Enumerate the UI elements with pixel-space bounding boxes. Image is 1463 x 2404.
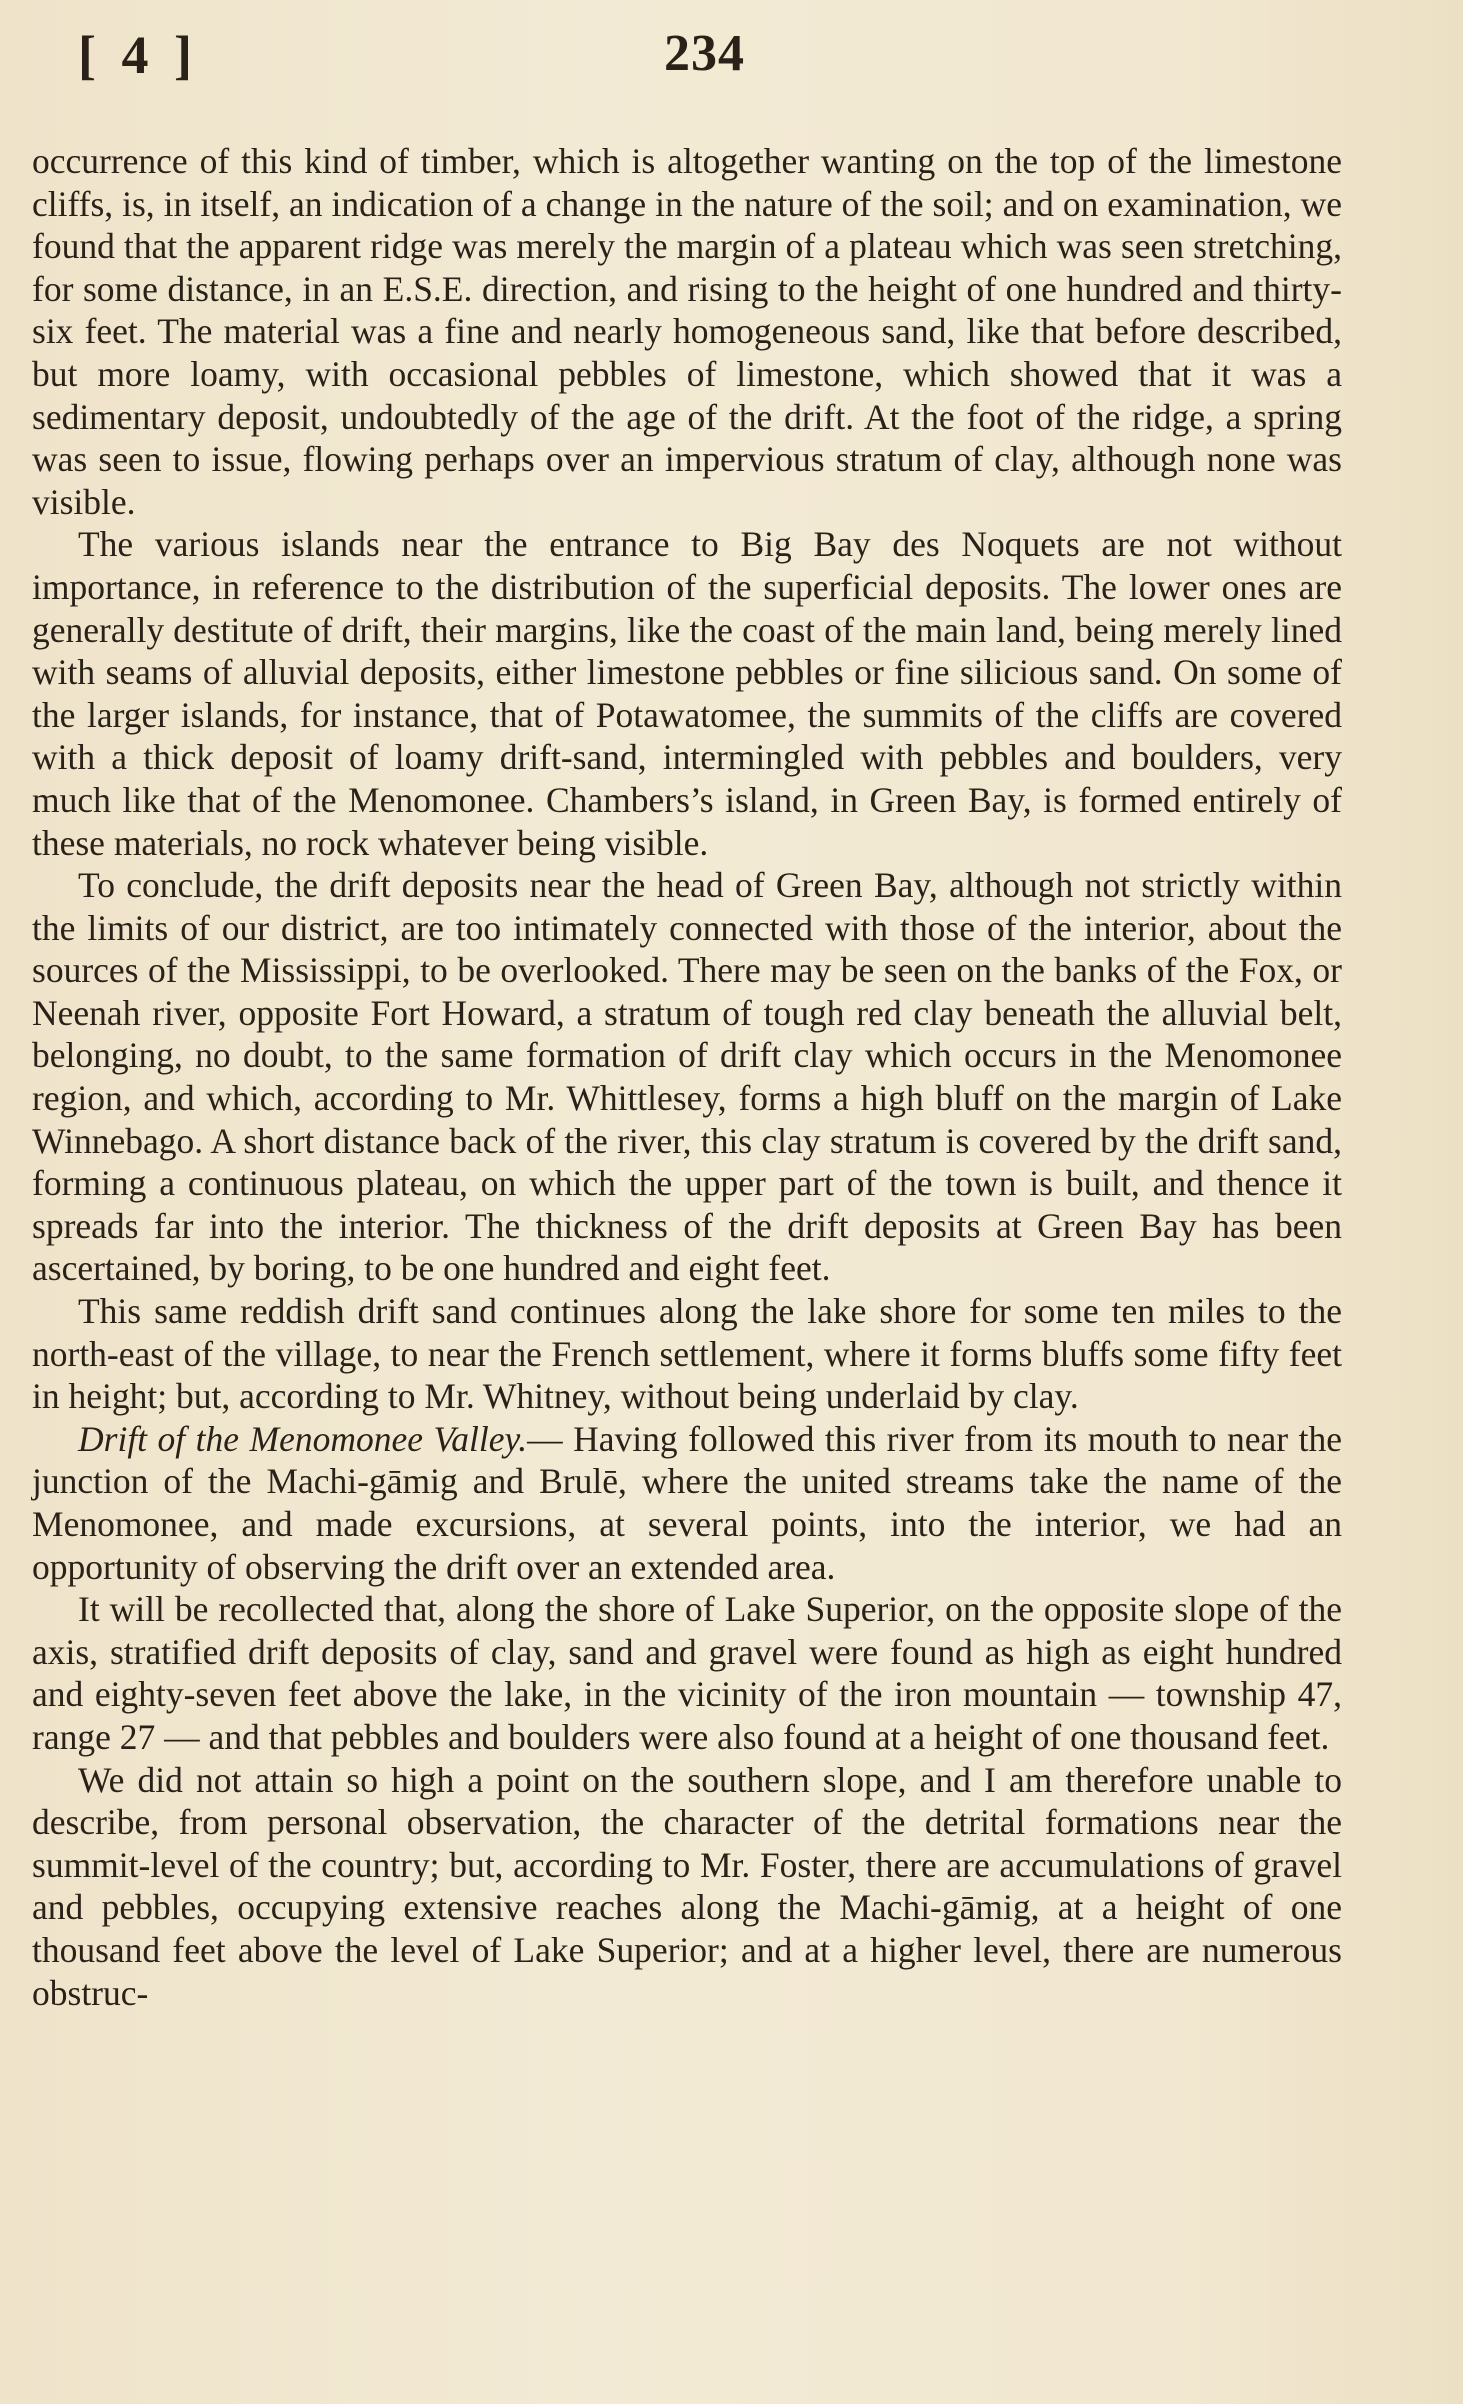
signature-mark: [ 4 ] [78, 25, 198, 85]
paragraph-6: It will be recollected that, along the shore of Lake Superior, on the opposite slope of the axis, stratified drift deposits of clay, sand and gravel were found as high as eight hundred and eighty-seven feet above the lake, in the vicinity of the iron mountain — township 47, range 27 — and that pebbles and boulders were also found at a height of one thousand feet. [32, 1589, 1342, 1757]
paragraph-3: To conclude, the drift deposits near the head of Green Bay, although not strictly within the limits of our district, are too intimately connected with those of the interior, about the sources of the Mississippi, to be overlooked. There may be seen on the banks of the Fox, or Neenah river, opposite Fort Howard, a stratum of tough red clay beneath the alluvial belt, belonging, no doubt, to the same formation of drift clay which occurs in the Menomonee region, and which, according to Mr. Whittlesey, forms a high bluff on the margin of Lake Winnebago. A short distance back of the river, this clay stratum is covered by the drift sand, forming a continuous plateau, on which the upper part of the town is built, and thence it spreads far into the interior. The thickness of the drift deposits at Green Bay has been ascertained, by boring, to be one hundred and eight feet. [32, 865, 1342, 1289]
paragraph-4: This same reddish drift sand continues along the lake shore for some ten miles to the north-east of the village, to near the French settlement, where it forms bluffs some fifty feet in height; but, according to Mr. Whitney, without being underlaid by clay. [32, 1291, 1342, 1417]
section-heading: Drift of the Menomonee Valley. [78, 1418, 528, 1459]
paragraph-5 [32, 1418, 1342, 1588]
paragraph-5-text: — Having followed this river from its mouth to near the junction of the Machi-gāmig and Brulē, where the united streams take the name of the Menomonee, and made excursions, at several points, into the interior, we had an opportunity of observing the drift over an extended area. [32, 1418, 1342, 1587]
body-text [32, 140, 1342, 2014]
page-header [0, 18, 1463, 88]
paragraph-1: occurrence of this kind of timber, which is altogether wanting on the top of the limestone cliffs, is, in itself, an indication of a change in the nature of the soil; and on examination, we found that the apparent ridge was merely the margin of a plateau which was seen stretching, for some distance, in an E.S.E. direction, and rising to the height of one hundred and thirty-six feet. The material was a fine and nearly homogeneous sand, like that before described, but more loamy, with occasional pebbles of limestone, which showed that it was a sedimentary deposit, undoubtedly of the age of the drift. At the foot of the ridge, a spring was seen to issue, flowing perhaps over an impervious stratum of clay, although none was visible. [32, 141, 1342, 522]
paragraph-2: The various islands near the entrance to Big Bay des Noquets are not without importance, in reference to the distribution of the superficial deposits. The lower ones are generally destitute of drift, their margins, like the coast of the main land, being merely lined with seams of alluvial deposits, either limestone pebbles or fine silicious sand. On some of the larger islands, for instance, that of Potawatomee, the summits of the cliffs are covered with a thick deposit of loamy drift-sand, intermingled with pebbles and boulders, very much like that of the Menomonee. Chambers’s island, in Green Bay, is formed entirely of these materials, no rock whatever being visible. [32, 524, 1342, 863]
paragraph-7: We did not attain so high a point on the southern slope, and I am therefore unable to describe, from personal observation, the character of the detrital formations near the summit-level of the country; but, according to Mr. Foster, there are accumulations of gravel and pebbles, occupying extensive reaches along the Machi-gāmig, at a height of one thousand feet above the level of Lake Superior; and at a higher level, there are numerous obstruc- [32, 1759, 1342, 2013]
page-number: 234 [664, 25, 745, 82]
